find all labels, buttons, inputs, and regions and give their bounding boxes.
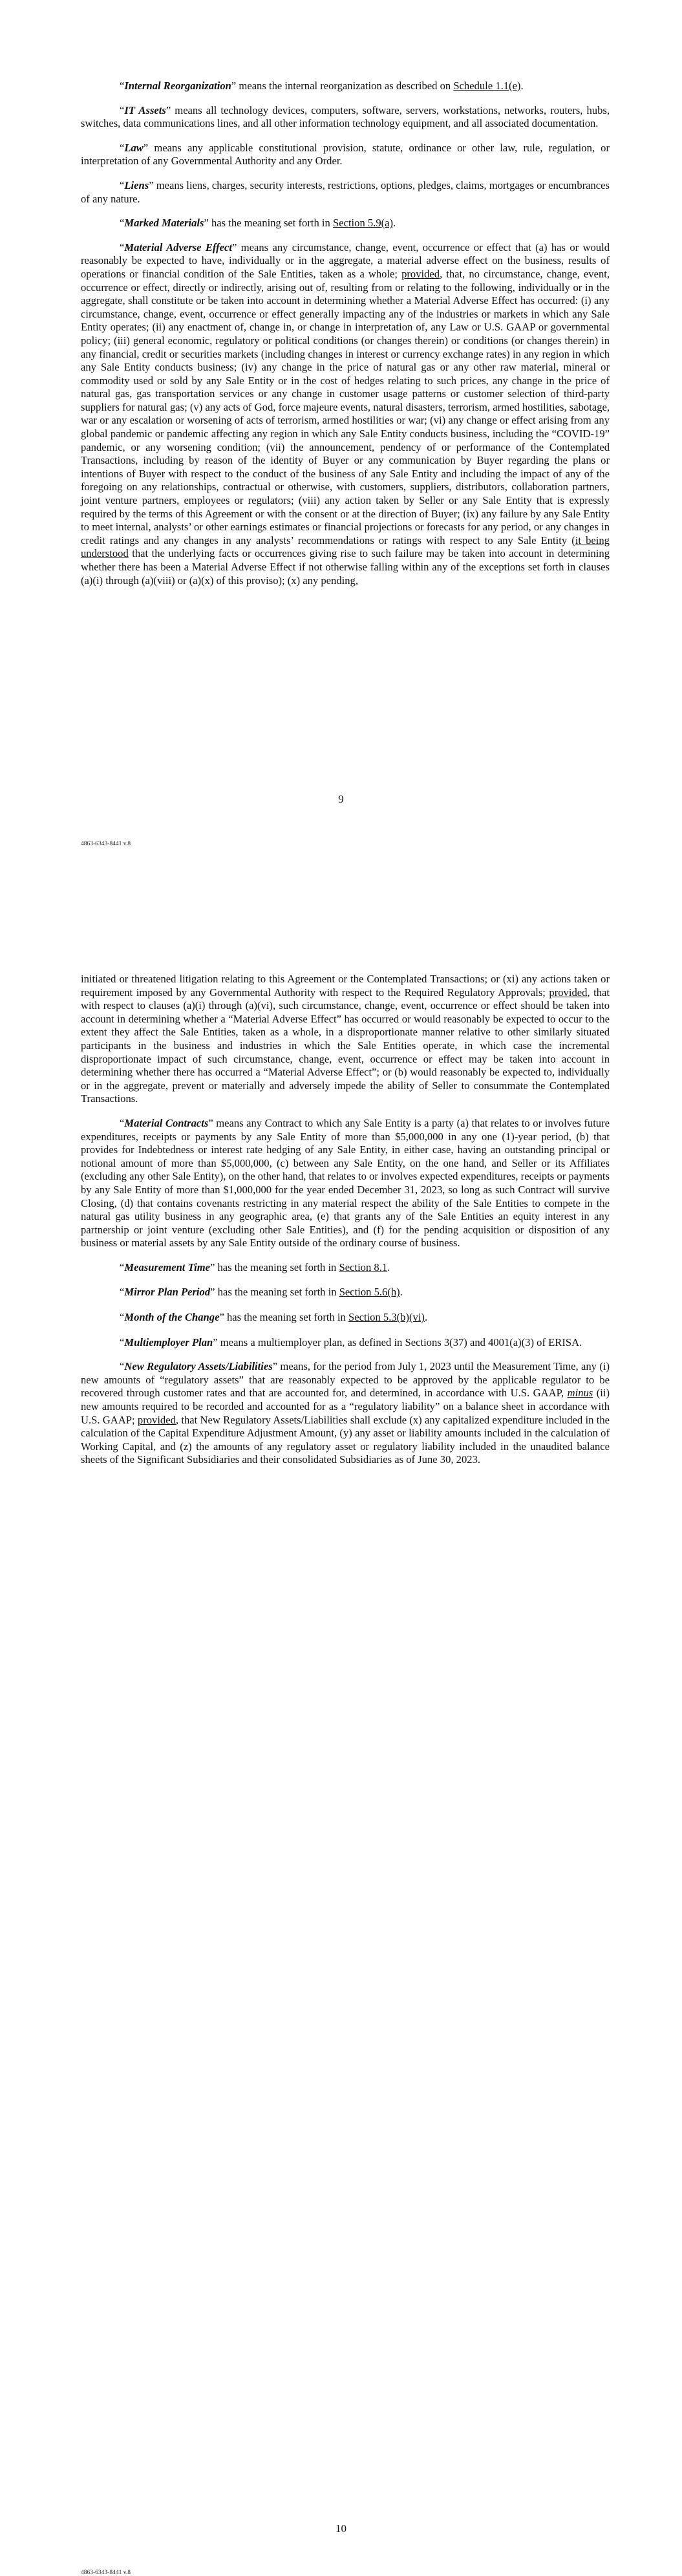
- page-number: 9: [338, 793, 344, 805]
- document-id-footer: 4863-6343-8441 v.8: [81, 841, 131, 847]
- defined-term: New Regulatory Assets/Liabilities: [124, 1360, 273, 1373]
- provided-keyword: provided: [137, 1413, 176, 1426]
- defined-term: Material Adverse Effect: [124, 241, 233, 254]
- definition-marked-materials: “Marked Materials” has the meaning set forth in Section 5.9(a).: [120, 217, 396, 230]
- document-id-footer: 4863-6343-8441 v.8: [81, 2570, 131, 2576]
- definition-law: “Law” means any applicable constitutional provision, statute, ordinance or other law, rule, regulation, or interpretation of any Governmental Authority and any Order.: [81, 141, 610, 168]
- defined-term: IT Assets: [124, 103, 166, 116]
- definition-measurement-time: “Measurement Time” has the meaning set forth in Section 8.1.: [120, 1261, 390, 1273]
- defined-term: Month of the Change: [124, 1311, 220, 1324]
- defined-term: Multiemployer Plan: [124, 1336, 213, 1348]
- cross-reference: Section 8.1: [339, 1261, 388, 1273]
- definition-it-assets: “IT Assets” means all technology devices, computers, software, servers, workstations, networks, routers, hubs, switches, data communications lines, and all other information technology equipment, and all associated documentation.: [81, 103, 610, 130]
- definition-liens: “Liens” means liens, charges, security interests, restrictions, options, pledges, claims, mortgages or encumbrances of any nature.: [81, 179, 610, 205]
- definition-multiemployer-plan: “Multiemployer Plan” means a multiemployer plan, as defined in Sections 3(37) and 4001(a)(3) of ERISA.: [120, 1336, 582, 1348]
- definition-material-adverse-effect: “Material Adverse Effect” means any circumstance, change, event, occurrence or effect that (a) has or would reasonably be expected to have, individually or in the aggregate, a material adverse effect on the business, results of operations or financial condition of the Sale Entities, taken as a whole; provided, that, no circumstance, change, event, occurrence or effect, directly or indirectly, arising out of, resulting from or relating to the following, individually or in the aggregate, shall constitute or be taken into account in determining whether a Material Adverse Effect has occurred: (i) any circumstance, change, event, occurrence or effect generally impacting any of the industries or markets in which any Sale Entity operates; (ii) any enactment of, change in, or change in interpretation of, any Law or U.S. GAAP or governmental policy; (iii) general economic, regulatory or political conditions (or changes therein) or conditions (or changes therein) in any financial, credit or securities markets (including changes in interest or currency exchange rates) in any region in which any Sale Entity conducts business; (iv) any change in the price of natural gas or any other raw material, mineral or commodity used or sold by any Sale Entity or in the cost of hedges relating to such prices, any change in the price of natural gas, gas transportation services or any change in customer usage patterns or customer selection of third-party suppliers for natural gas; (v) any acts of God, force majeure events, natural disasters, terrorism, armed hostilities, sabotage, war or any escalation or worsening of acts of terrorism, armed hostilities or war; (vi) any change or effect arising from any global pandemic or pandemic affecting any region in which any Sale Entity conducts business, including the “COVID-19” pandemic, or any worsening condition; (vii) the announcement, pendency of or performance of the Contemplated Transactions, including by reason of the identity of Buyer or any communication by Buyer regarding the plans or intentions of Buyer with respect to the conduct of the business of any Sale Entity and including the impact of any of the foregoing on any relationships, contractual or otherwise, with customers, suppliers, distributors, collaboration partners, joint venture partners, employees or regulators; (viii) any action taken by Seller or any Sale Entity that is expressly required by the terms of this Agreement or with the consent or at the direction of Buyer; (ix) any failure by any Sale Entity to meet internal, analysts’ or other earnings estimates or financial projections or forecasts for any period, or any changes in credit ratings and any changes in any analysts’ recommendations or ratings with respect to any Sale Entity (it being understood that the underlying facts or occurrences giving rise to such failure may be taken into account in determining whether there has been a Material Adverse Effect if not otherwise falling within any of the exceptions set forth in clauses (a)(i) through (a)(viii) or (a)(x) of this proviso); (x) any pending,: [81, 241, 610, 587]
- cross-reference: Section 5.6(h): [339, 1286, 400, 1299]
- page-number: 10: [336, 2522, 346, 2535]
- defined-term: Material Contracts: [124, 1116, 209, 1129]
- defined-term: Measurement Time: [124, 1261, 210, 1273]
- cross-reference: Section 5.3(b)(vi): [348, 1311, 425, 1324]
- page-9: [0, 0, 682, 883]
- defined-term: Mirror Plan Period: [124, 1286, 211, 1299]
- defined-term: Liens: [124, 179, 149, 191]
- definition-month-of-the-change: “Month of the Change” has the meaning set forth in Section 5.3(b)(vi).: [120, 1311, 428, 1324]
- it-being-keyword: it being: [575, 534, 610, 547]
- defined-term: Marked Materials: [124, 217, 204, 230]
- material-adverse-effect-continuation: initiated or threatened litigation relating to this Agreement or the Contemplated Transactions; or (xi) any actions taken or requirement imposed by any Governmental Authority with respect to the Required Regulatory Approvals; provided, that with respect to clauses (a)(i) through (a)(vi), such circumstance, change, event, occurrence or effect should be taken into account in determining whether a “Material Adverse Effect” has occurred or would reasonably be expected to occur to the extent they affect the Sale Entities, taken as a whole, in a disproportionate manner relative to other similarly situated participants in the business and industries in which the Sale Entities operate, in which case the incremental disproportionate impact of such circumstance, change, event, occurrence or effect may be taken into account in determining whether there has occurred a “Material Adverse Effect”; or (b) would reasonably be expected to, individually or in the aggregate, prevent or materially and adversely impede the ability of Seller to consummate the Contemplated Transactions.: [81, 973, 610, 1105]
- definition-internal-reorganization: “Internal Reorganization” means the internal reorganization as described on Schedule 1.1(e).: [120, 80, 524, 92]
- page-10-body: [81, 973, 610, 1478]
- cross-reference: Schedule 1.1(e): [453, 80, 521, 92]
- provided-keyword: provided: [401, 267, 440, 280]
- minus-keyword: minus: [567, 1387, 593, 1400]
- provided-keyword: provided: [549, 986, 588, 999]
- defined-term: Law: [124, 141, 144, 154]
- definition-mirror-plan-period: “Mirror Plan Period” has the meaning set forth in Section 5.6(h).: [120, 1286, 403, 1299]
- page-9-body: [81, 80, 610, 598]
- definition-new-regulatory-assets-liabilities: “New Regulatory Assets/Liabilities” means, for the period from July 1, 2023 until the Measurement Time, any (i) new amounts of “regulatory assets” that are reasonably expected to be approved by the applicable regulator to be recovered through customer rates and that are accounted for, and determined, in accordance with U.S. GAAP, minus (ii) new amounts required to be recorded and accounted for as a “regulatory liability” on a balance sheet in accordance with U.S. GAAP; provided, that New Regulatory Assets/Liabilities shall exclude (x) any capitalized expenditure included in the calculation of the Capital Expenditure Adjustment Amount, (y) any asset or liability amounts included in the calculation of Working Capital, and (z) the amounts of any regulatory asset or regulatory liability included in the unaudited balance sheets of the Significant Subsidiaries and their consolidated Subsidiaries as of June 30, 2023.: [81, 1360, 610, 1466]
- page-10: [0, 883, 682, 2576]
- definition-material-contracts: “Material Contracts” means any Contract to which any Sale Entity is a party (a) that relates to or involves future expenditures, receipts or payments by any Sale Entity of more than $5,000,000 in any one (1)-year period, (b) that provides for Indebtedness or interest rate hedging of any Sale Entity, in either case, having an outstanding principal or notional amount of more than $5,000,000, (c) between any Sale Entity, on the one hand, and Seller or its Affiliates (excluding any other Sale Entity), on the other hand, that relates to or involves expected expenditures, receipts or payments by any Sale Entity of more than $1,000,000 for the year ended December 31, 2023, so long as such Contract will survive Closing, (d) that contains covenants restricting in any material respect the ability of the Sale Entities to compete in the natural gas utility business in any geographic area, (e) that grants any of the Sale Entities an equity interest in any partnership or joint venture (excluding other Sale Entities), and (f) for the pending acquisition or disposition of any business or material assets by any Sale Entity outside of the ordinary course of business.: [81, 1116, 610, 1250]
- defined-term: Internal Reorganization: [124, 80, 231, 92]
- cross-reference: Section 5.9(a): [332, 217, 394, 230]
- understood-keyword: understood: [81, 547, 129, 560]
